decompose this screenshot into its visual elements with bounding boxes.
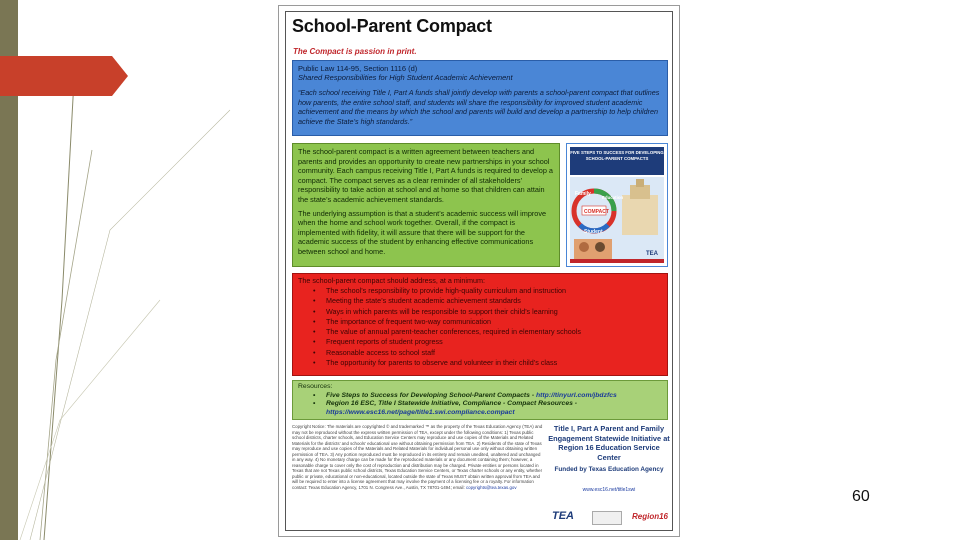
region16-logo: Region16 (632, 512, 669, 521)
description-box (292, 143, 560, 267)
resources-heading: Resources: (298, 383, 333, 390)
cover-illustration (570, 177, 664, 263)
document-title: School-Parent Compact (292, 16, 492, 36)
list-item: • Reasonable access to school staff (313, 347, 435, 357)
slide-page-number: 60 (852, 488, 870, 505)
description-paragraph-1: The school-parent compact is a written agreement between teachers and parents and provides an opportunity to create new partnerships in your school community. Each campus receiving Title I, Part A funds is required to develop a compact. The compact serves as a clear reminder of all stakeholders’ responsibility to take action at school and at home so that children can attain the state’s academic achievement standards. (298, 147, 553, 204)
ring-word-education: Education (602, 195, 624, 200)
list-item: • The value of annual parent-teacher conferences, required in elementary schools (313, 327, 581, 337)
copyright-email[interactable]: copyrights@tea.texas.gov (465, 484, 517, 490)
resource-link[interactable]: http://tinyurl.com/jbdzfcs (536, 391, 617, 399)
cover-tea-badge: TEA (646, 251, 658, 257)
resource-item: • Five Steps to Success for Developing School-Parent Compacts - http://tinyurl.com/jbdzfcs (313, 391, 617, 399)
list-item: • Frequent reports of student progress (313, 337, 443, 347)
list-item: • Ways in which parents will be responsible to support their child’s learning (313, 306, 558, 316)
tea-logo: TEA (552, 510, 574, 522)
law-quote: “Each school receiving Title I, Part A funds shall jointly develop with parents a school-parent compact that outlines how parents, the entire school staff, and students will share the responsibility for improved student academic achievement and the means by which the school and parents will build and develop a partnership to help children achieve the State’s high standards.” (298, 88, 660, 126)
initiative-info (548, 424, 670, 528)
five-steps-cover (566, 143, 668, 267)
resources-list (298, 392, 662, 409)
law-reference: Public Law 114-95, Section 1116 (d) (298, 64, 418, 73)
initiative-title: Title I, Part A Parent and Family Engagement Statewide Initiative at Region 16 Education Service Center (548, 424, 670, 462)
list-item: • The importance of frequent two-way communication (313, 316, 491, 326)
resource-link[interactable]: https://www.esc16.net/page/title1.swi.compliance.compact (326, 408, 515, 416)
ring-center-compact: COMPACT (584, 209, 609, 215)
logos-row (552, 510, 670, 528)
list-item: • The school’s responsibility to provide high-quality curriculum and instruction (313, 286, 566, 295)
cover-heading: FIVE STEPS TO SUCCESS FOR DEVELOPING SCHOOL-PARENT COMPACTS (570, 147, 664, 175)
list-item: • Meeting the state’s student academic achievement standards (313, 296, 521, 306)
law-box (292, 60, 668, 136)
resources-box (292, 380, 668, 420)
requirements-list (298, 286, 662, 368)
requirements-lead: The school-parent compact should address, at a minimum: (298, 276, 485, 285)
document-frame (285, 11, 673, 531)
funded-by: Funded by Texas Education Agency (554, 466, 664, 474)
copyright-notice: Copyright Notice: The materials are copyrighted © and trademarked ™ as the property of the Texas Education Agency (TEA) and may not be reproduced without the express written permission of TEA, except under the following conditions: 1) Texas public school districts, charter schools, and Education Service Centers may reproduce and use copies of the Materials and Related Materials for the districts’ and schools’ educational use without obtaining permission from TEA. 2) Residents of the state of Texas may reproduce and use copies of the Materials and Related Materials for individual personal use only without obtaining written permission of TEA. 3) Any portion reproduced must be reproduced in its entirety and remain unedited, unaltered and unchanged in any way. 4) No monetary charge can be made for the reproduced materials or any document containing them; however, a reasonable charge to cover only the cost of reproduction and distribution may be charged. Private entities or persons located in Texas that are not Texas public school districts, Texas Education Service Centers, or Texas charter schools or any entity, whether public or private, educational or non-educational, located outside the state of Texas MUST obtain written approval from TEA and will be required to enter into a license agreement that may involve the payment of a licensing fee or a royalty. For information contact: Texas Education Agency, 1701 N. Congress Ave., Austin, TX 78701-1494; email: copyrights@tea.texas.gov (292, 424, 543, 490)
list-item: • The opportunity for parents to observe and volunteer in their child’s class (313, 358, 558, 368)
shared-responsibilities: Shared Responsibilities for High Student Academic Achievement (298, 73, 513, 82)
requirements-box (292, 273, 668, 376)
compact-document-image (278, 5, 680, 537)
description-paragraph-2: The underlying assumption is that a student’s academic success will improve when the home and school work together. Overall, if the compact is implemented with fidelity, it will assure that there will be support for the academic success of the student by enhancing effective communications between school and home. (298, 208, 547, 256)
resource-item: • Region 16 ESC, Title I Statewide Initiative, Compliance - Compact Resources - (313, 400, 578, 408)
red-arrow-shape (0, 56, 128, 96)
ring-word-family: Family (575, 191, 591, 197)
document-subtitle: The Compact is passion in print. (293, 47, 417, 56)
ring-word-student: Student (584, 229, 603, 235)
state-map-logo (592, 511, 622, 525)
initiative-website[interactable]: www.esc16.net/title1swi (582, 487, 636, 494)
